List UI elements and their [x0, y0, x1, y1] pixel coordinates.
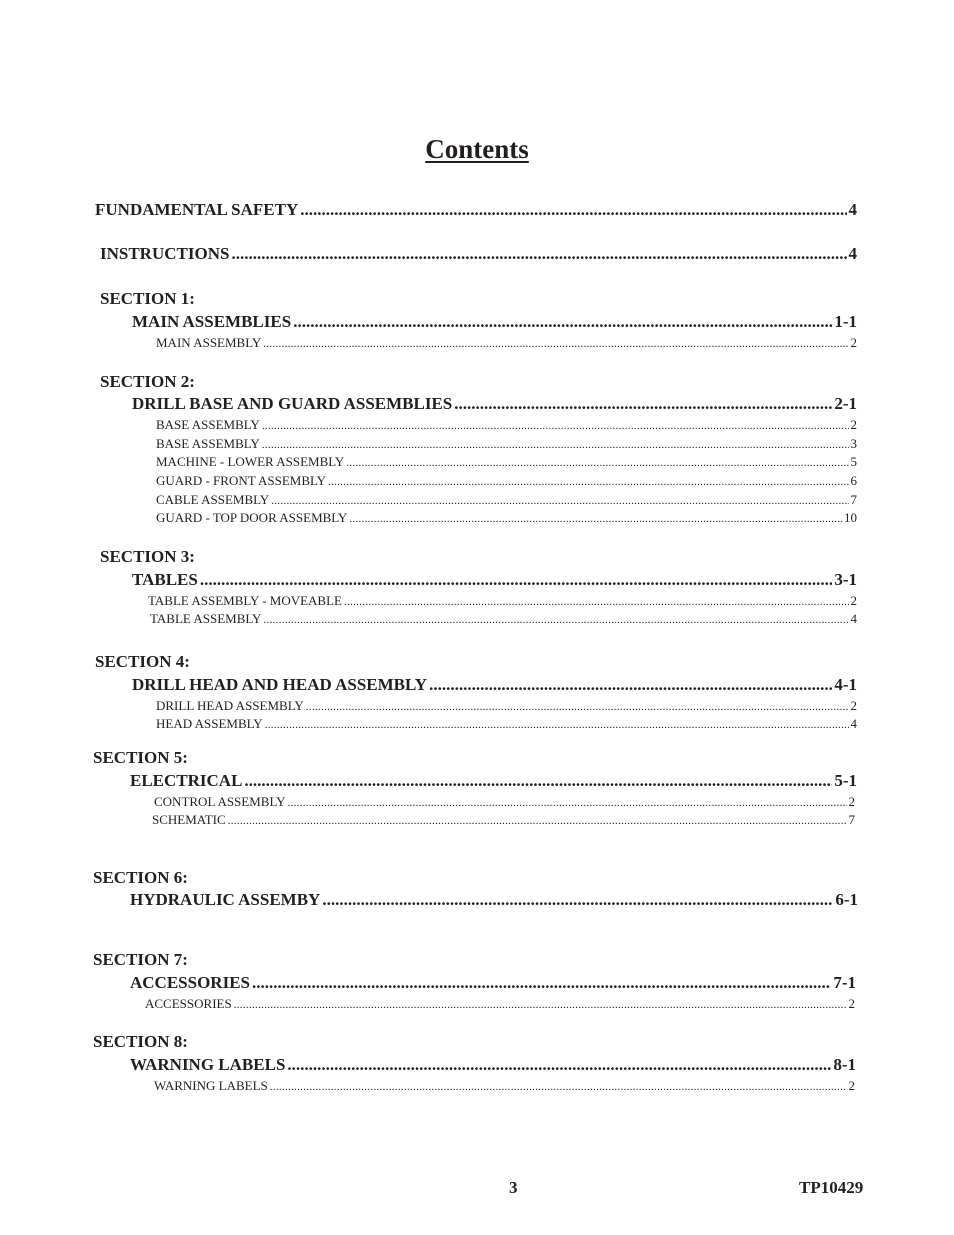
- dot-leader: [346, 454, 848, 470]
- toc-entry[interactable]: [150, 611, 857, 627]
- toc-entry-label: INSTRUCTIONS: [100, 244, 230, 263]
- toc-entry[interactable]: [132, 312, 857, 332]
- section-heading: [95, 652, 190, 672]
- toc-entry-label: WARNING LABELS: [130, 1055, 286, 1074]
- toc-entry-label: SECTION 5:: [93, 748, 188, 767]
- section-heading: [100, 547, 195, 567]
- dot-leader: [271, 492, 848, 508]
- dot-leader: [231, 244, 846, 264]
- toc-entry-page: 2-1: [834, 394, 857, 413]
- document-id: TP10429: [799, 1178, 864, 1197]
- toc-entry-page: 2: [850, 698, 857, 713]
- toc-entry-page: 7-1: [833, 973, 856, 992]
- toc-entry[interactable]: [154, 1078, 855, 1094]
- toc-entry[interactable]: [156, 436, 857, 452]
- toc-entry-page: 3-1: [834, 570, 857, 589]
- toc-entry-page: 4: [850, 716, 857, 731]
- toc-entry[interactable]: [156, 335, 857, 351]
- dot-leader: [200, 570, 833, 590]
- toc-entry-page: 2: [850, 593, 857, 608]
- dot-leader: [328, 473, 848, 489]
- toc-entry-page: 2: [848, 794, 855, 809]
- toc-entry-page: 2: [850, 335, 857, 350]
- dot-leader: [262, 417, 849, 433]
- toc-entry-label: BASE ASSEMBLY: [156, 436, 260, 451]
- toc-entry-page: 2: [848, 1078, 855, 1093]
- toc-entry[interactable]: [156, 492, 857, 508]
- dot-leader: [293, 312, 832, 332]
- toc-entry-page: 6: [850, 473, 857, 488]
- dot-leader: [270, 1078, 847, 1094]
- toc-entry-page: 4: [850, 611, 857, 626]
- toc-entry-label: DRILL HEAD AND HEAD ASSEMBLY: [132, 675, 428, 694]
- dot-leader: [263, 335, 848, 351]
- toc-entry-label: DRILL HEAD ASSEMBLY: [156, 698, 304, 713]
- toc-entry-page: 5-1: [834, 771, 857, 790]
- toc-entry-page: 1-1: [834, 312, 857, 331]
- toc-entry[interactable]: [152, 812, 855, 828]
- section-heading: [93, 1032, 188, 1052]
- dot-leader: [252, 973, 831, 993]
- page-title: Contents: [425, 134, 529, 164]
- page-number: 3: [509, 1178, 518, 1197]
- dot-leader: [322, 890, 833, 910]
- toc-entry-label: SECTION 7:: [93, 950, 188, 969]
- toc-entry-label: HYDRAULIC ASSEMBY: [130, 890, 321, 909]
- toc-entry[interactable]: [156, 473, 857, 489]
- dot-leader: [429, 675, 832, 695]
- dot-leader: [344, 593, 849, 609]
- toc-entry-page: 10: [844, 510, 857, 525]
- toc-entry-label: SECTION 3:: [100, 547, 195, 566]
- toc-entry-label: BASE ASSEMBLY: [156, 417, 260, 432]
- toc-entry[interactable]: [100, 244, 857, 264]
- section-heading: [93, 950, 188, 970]
- dot-leader: [228, 812, 847, 828]
- toc-entry-label: MAIN ASSEMBLY: [156, 335, 262, 350]
- toc-entry[interactable]: [132, 570, 857, 590]
- toc-entry-label: SECTION 6:: [93, 868, 188, 887]
- dot-leader: [349, 510, 842, 526]
- dot-leader: [306, 698, 849, 714]
- toc-entry[interactable]: [132, 394, 857, 414]
- toc-entry[interactable]: [132, 675, 857, 695]
- toc-entry[interactable]: [130, 973, 856, 993]
- toc-entry-label: GUARD - TOP DOOR ASSEMBLY: [156, 510, 348, 525]
- dot-leader: [288, 794, 847, 810]
- toc-entry-label: TABLE ASSEMBLY - MOVEABLE: [148, 593, 342, 608]
- toc-entry-label: SECTION 8:: [93, 1032, 188, 1051]
- toc-entry[interactable]: [95, 200, 857, 220]
- section-heading: [100, 372, 195, 392]
- toc-entry-label: TABLE ASSEMBLY: [150, 611, 262, 626]
- toc-entry[interactable]: [130, 890, 858, 910]
- section-heading: [100, 289, 195, 309]
- toc-entry-label: DRILL BASE AND GUARD ASSEMBLIES: [132, 394, 453, 413]
- toc-entry-label: MACHINE - LOWER ASSEMBLY: [156, 454, 345, 469]
- toc-entry[interactable]: [156, 716, 857, 732]
- toc-entry-label: SECTION 1:: [100, 289, 195, 308]
- toc-entry-label: SECTION 2:: [100, 372, 195, 391]
- toc-entry[interactable]: [145, 996, 855, 1012]
- toc-entry-page: 2: [848, 996, 855, 1011]
- dot-leader: [265, 716, 849, 732]
- section-heading: [93, 748, 188, 768]
- dot-leader: [454, 394, 832, 414]
- toc-entry-label: ELECTRICAL: [130, 771, 243, 790]
- toc-entry-page: 3: [850, 436, 857, 451]
- toc-entry-label: WARNING LABELS: [154, 1078, 268, 1093]
- toc-entry-page: 4-1: [834, 675, 857, 694]
- toc-entry[interactable]: [130, 1055, 856, 1075]
- toc-entry-label: CONTROL ASSEMBLY: [154, 794, 286, 809]
- toc-entry[interactable]: [156, 510, 857, 526]
- dot-leader: [262, 436, 849, 452]
- toc-entry-label: CABLE ASSEMBLY: [156, 492, 270, 507]
- toc-entry[interactable]: [130, 771, 857, 791]
- toc-entry-label: SECTION 4:: [95, 652, 190, 671]
- toc-entry-page: 2: [850, 417, 857, 432]
- toc-entry-page: 8-1: [833, 1055, 856, 1074]
- toc-entry-page: 6-1: [835, 890, 858, 909]
- toc-entry-label: FUNDAMENTAL SAFETY: [95, 200, 299, 219]
- dot-leader: [234, 996, 847, 1012]
- toc-entry-label: ACCESSORIES: [130, 973, 250, 992]
- toc-entry[interactable]: [148, 593, 857, 609]
- toc-entry-page: 4: [848, 244, 857, 263]
- toc-entry-page: 5: [850, 454, 857, 469]
- toc-entry-label: MAIN ASSEMBLIES: [132, 312, 292, 331]
- toc-entry-label: HEAD ASSEMBLY: [156, 716, 263, 731]
- toc-entry-page: 7: [850, 492, 857, 507]
- dot-leader: [300, 200, 846, 220]
- toc-entry-label: ACCESSORIES: [145, 996, 232, 1011]
- toc-entry[interactable]: [156, 454, 857, 470]
- toc-entry[interactable]: [156, 698, 857, 714]
- dot-leader: [263, 611, 848, 627]
- toc-entry-label: SCHEMATIC: [152, 812, 226, 827]
- toc-entry-page: 4: [848, 200, 857, 219]
- toc-entry-label: TABLES: [132, 570, 198, 589]
- toc-entry[interactable]: [154, 794, 855, 810]
- toc-entry-label: GUARD - FRONT ASSEMBLY: [156, 473, 327, 488]
- dot-leader: [244, 771, 832, 791]
- section-heading: [93, 868, 188, 888]
- toc-entry-page: 7: [848, 812, 855, 827]
- dot-leader: [287, 1055, 831, 1075]
- toc-entry[interactable]: [156, 417, 857, 433]
